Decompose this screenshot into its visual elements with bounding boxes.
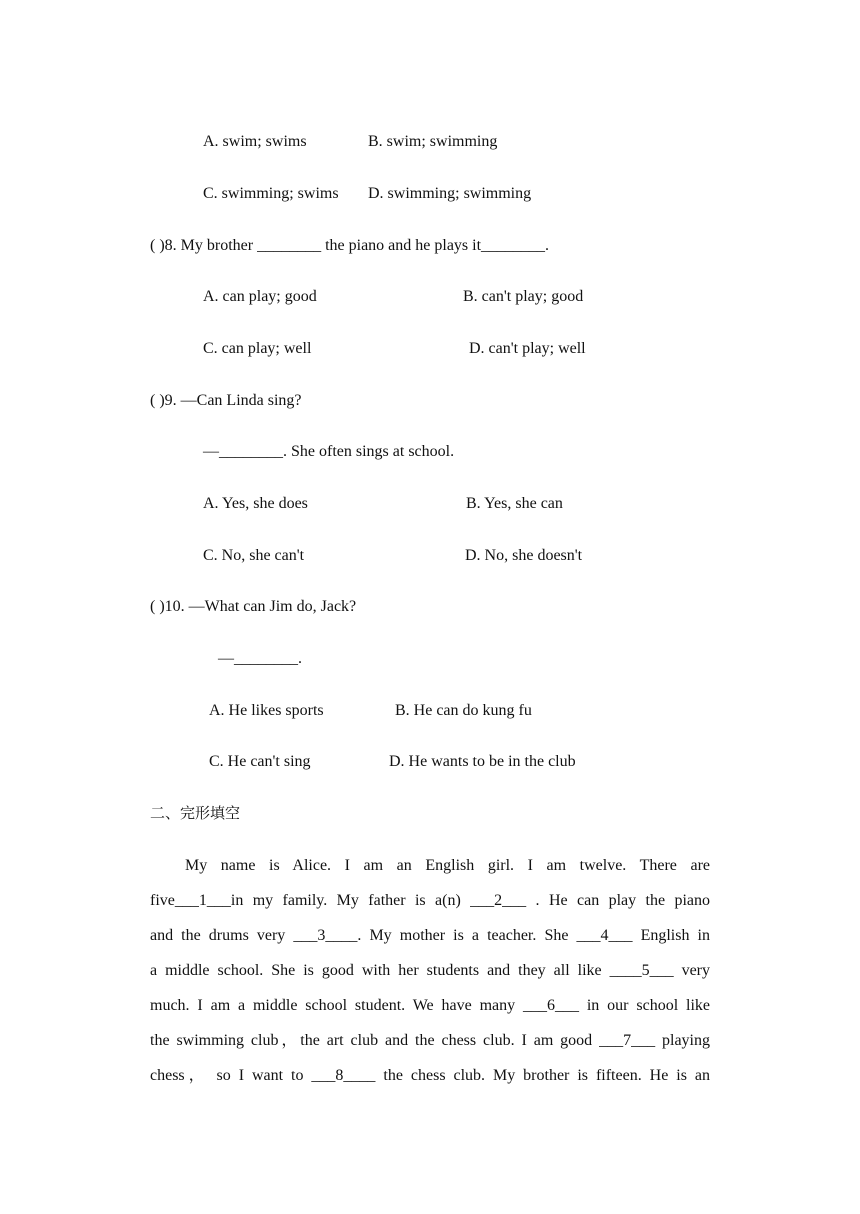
passage-line-3: and the drums very ___3____. My mother is a teacher. She ___4___ English in: [150, 927, 710, 944]
q9-option-d: D. No, she doesn't: [465, 547, 583, 564]
passage-line-2: five___1___in my family. My father is a(n) ___2___ . He can play the piano: [150, 892, 710, 909]
section-heading: 二、完形填空: [150, 804, 241, 822]
q10-option-a: A. He likes sports: [209, 702, 324, 719]
q10-option-c: C. He can't sing: [209, 753, 311, 770]
q10-answer-line: —________.: [218, 650, 302, 667]
q10-option-d: D. He wants to be in the club: [389, 753, 576, 770]
q7-option-c: C. swimming; swims: [203, 185, 339, 202]
q7-option-a: A. swim; swims: [203, 133, 307, 150]
q10-stem: ( )10. —What can Jim do, Jack?: [150, 598, 357, 615]
passage-line-7: chess， so I want to ___8____ the chess club. My brother is fifteen. He is an: [150, 1067, 710, 1084]
q7-option-b: B. swim; swimming: [368, 133, 498, 150]
q8-option-c: C. can play; well: [203, 340, 312, 357]
q7-option-d: D. swimming; swimming: [368, 185, 532, 202]
q9-option-b: B. Yes, she can: [466, 495, 563, 512]
q8-option-b: B. can't play; good: [463, 288, 584, 305]
q8-option-a: A. can play; good: [203, 288, 317, 305]
passage-line-6: the swimming club，the art club and the chess club. I am good ___7___ playing: [150, 1032, 710, 1049]
q9-answer-line: —________. She often sings at school.: [203, 443, 455, 460]
q9-option-c: C. No, she can't: [203, 547, 305, 564]
q8-stem: ( )8. My brother ________ the piano and he plays it________.: [150, 237, 550, 254]
passage-line-4: a middle school. She is good with her students and they all like ____5___ very: [150, 962, 710, 979]
q10-option-b: B. He can do kung fu: [395, 702, 532, 719]
passage-line-1: My name is Alice. I am an English girl. I am twelve. There are: [185, 857, 710, 874]
q9-stem: ( )9. —Can Linda sing?: [150, 392, 302, 409]
q8-option-d: D. can't play; well: [469, 340, 586, 357]
q9-option-a: A. Yes, she does: [203, 495, 308, 512]
passage-line-5: much. I am a middle school student. We have many ___6___ in our school like: [150, 997, 710, 1014]
